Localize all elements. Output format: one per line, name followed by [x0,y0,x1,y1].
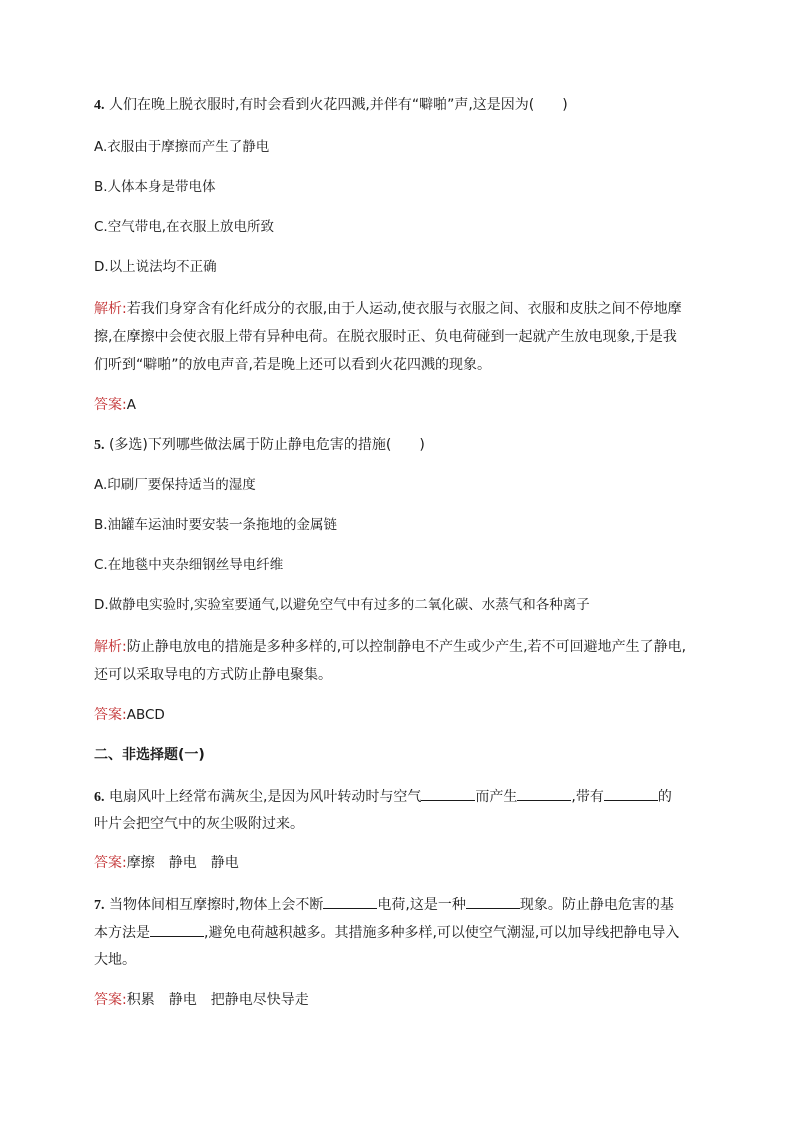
q4-analysis-line-3: 们听到“噼啪”的放电声音,若是晚上还可以看到火花四溅的现象。 [94,357,491,373]
q7-blank-3[interactable] [150,922,204,937]
q6-text-4: 的 [657,789,672,805]
q4-answer [94,395,136,415]
q5-analysis-line-1 [94,637,686,657]
q5-stem [94,435,425,456]
q5-option-d: D.做静电实验时,实验室要通气,以避免空气中有过多的二氧化碳、水蒸气和各种离子 [94,597,590,613]
q6-line-1 [94,786,672,808]
q6-blank-1[interactable] [421,786,475,801]
q7-line-1 [94,894,674,916]
q4-option-b: B.人体本身是带电体 [94,179,216,195]
q6-blank-3[interactable] [604,786,658,801]
q6-blank-2[interactable] [517,786,571,801]
q6-text-2: 而产生 [475,789,518,805]
q5-option-b: B.油罐车运油时要安装一条拖地的金属链 [94,517,338,533]
q7-blank-1[interactable] [323,894,377,909]
q4-analysis-line-1 [94,299,682,319]
q6-answer-label: 答案: [94,855,127,871]
q6-answer-3: 静电 [210,855,239,871]
q6-answer-2: 静电 [168,855,197,871]
q5-analysis-line-2: 还可以采取导电的方式防止静电聚集。 [94,667,332,683]
q4-analysis-label: 解析: [94,301,127,317]
q4-option-c: C.空气带电,在衣服上放电所致 [94,219,275,235]
q4-option-d: D.以上说法均不正确 [94,259,217,275]
q7-answer [94,990,309,1010]
section-title: 二、非选择题(一) [94,747,205,763]
q7-text-3: 现象。防止静电危害的基 [519,897,674,913]
q5-option-c: C.在地毯中夹杂细钢丝导电纤维 [94,557,284,573]
q7-answer-1: 积累 [126,992,155,1008]
q5-answer-value: ABCD [126,707,165,723]
q5-analysis-label: 解析: [94,639,127,655]
q4-stem [94,95,568,116]
q6-answer-1: 摩擦 [126,855,155,871]
q7-text-1: 当物体间相互摩擦时,物体上会不断 [108,897,324,913]
q6-answer [94,853,239,873]
q5-answer-label: 答案: [94,707,127,723]
q4-stem-text: 人们在晚上脱衣服时,有时会看到火花四溅,并伴有“噼啪”声,这是因为( ) [108,97,568,113]
q6-text-1: 电扇风叶上经常布满灰尘,是因为风叶转动时与空气 [108,789,422,805]
q5-option-a: A.印刷厂要保持适当的湿度 [94,477,256,493]
q7-answer-2: 静电 [168,992,197,1008]
q5-analysis-text-1: 防止静电放电的措施是多种多样的,可以控制静电不产生或少产生,若不可回避地产生了静电, [126,639,687,655]
q4-number: 4. [94,98,105,113]
q6-line-2: 叶片会把空气中的灰尘吸附过来。 [94,816,304,832]
q7-text-2: 电荷,这是一种 [377,897,466,913]
q4-answer-value: A [126,397,136,413]
q7-number: 7. [94,898,105,913]
q7-blank-2[interactable] [466,894,520,909]
q7-line-3: 大地。 [94,952,136,968]
q6-number: 6. [94,790,105,805]
q5-stem-text: (多选)下列哪些做法属于防止静电危害的措施( ) [108,437,425,453]
q7-text-4: 本方法是 [94,925,150,941]
q5-number: 5. [94,438,105,453]
q7-answer-3: 把静电尽快导走 [210,992,309,1008]
q4-analysis-text-1: 若我们身穿含有化纤成分的衣服,由于人运动,使衣服与衣服之间、衣服和皮肤之间不停地摩 [126,301,682,317]
q5-answer [94,705,165,725]
q7-answer-label: 答案: [94,992,127,1008]
q6-text-3: ,带有 [571,789,604,805]
q7-line-2 [94,922,679,943]
q7-text-5: ,避免电荷越积越多。其措施多种多样,可以使空气潮湿,可以加导线把静电导入 [204,925,680,941]
q4-option-a: A.衣服由于摩擦而产生了静电 [94,139,270,155]
q4-answer-label: 答案: [94,397,127,413]
q4-analysis-line-2: 擦,在摩擦中会使衣服上带有异种电荷。在脱衣服时正、负电荷碰到一起就产生放电现象,于是我 [94,329,677,345]
